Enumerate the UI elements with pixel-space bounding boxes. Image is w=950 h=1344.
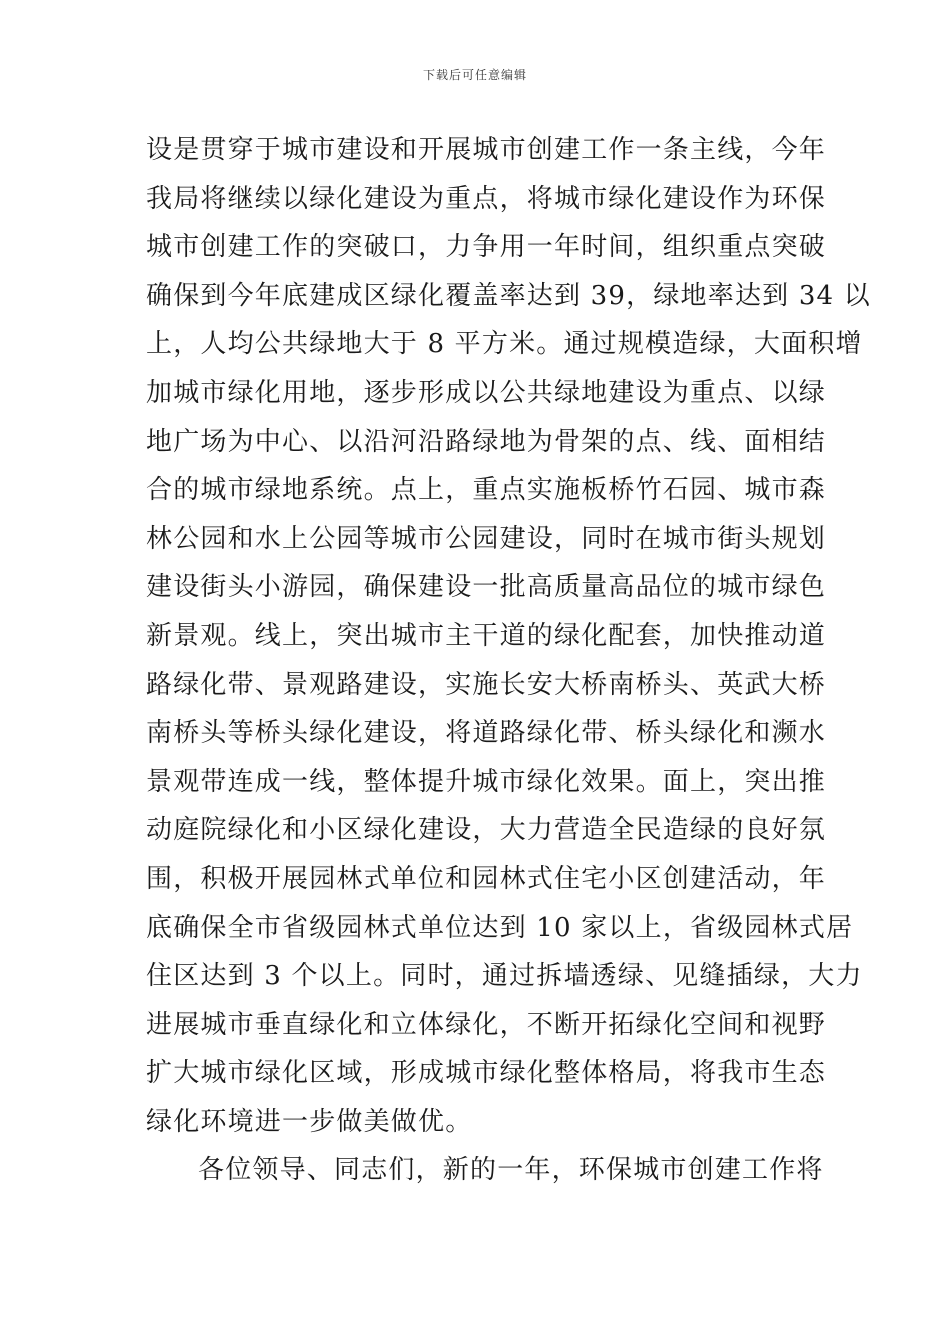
text-line: 住区达到 3 个以上。同时，通过拆墙透绿、见缝插绿，大力 bbox=[146, 961, 863, 992]
text-line: 新景观。线上，突出城市主干道的绿化配套，加快推动道 bbox=[146, 620, 827, 651]
text-line: 上，人均公共绿地大于 8 平方米。通过规模造绿，大面积增 bbox=[146, 329, 863, 360]
text-line: 绿化环境进一步做美做优。 bbox=[146, 1106, 473, 1137]
text-line: 地广场为中心、以沿河沿路绿地为骨架的点、线、面相结 bbox=[146, 426, 827, 457]
text-line: 城市创建工作的突破口，力争用一年时间，组织重点突破 bbox=[146, 232, 827, 263]
text-line: 底确保全市省级园林式单位达到 10 家以上，省级园林式居 bbox=[146, 912, 854, 943]
text-line: 围，积极开展园林式单位和园林式住宅小区创建活动，年 bbox=[146, 863, 827, 894]
text-line: 动庭院绿化和小区绿化建设，大力营造全民造绿的良好氛 bbox=[146, 815, 827, 846]
text-line: 路绿化带、景观路建设，实施长安大桥南桥头、英武大桥 bbox=[146, 669, 827, 700]
text-line-paragraph-start: 各位领导、同志们，新的一年，环保城市创建工作将 bbox=[198, 1155, 824, 1186]
text-line: 加城市绿化用地，逐步形成以公共绿地建设为重点、以绿 bbox=[146, 377, 827, 408]
text-line: 南桥头等桥头绿化建设，将道路绿化带、桥头绿化和濒水 bbox=[146, 718, 827, 749]
text-line: 景观带连成一线，整体提升城市绿化效果。面上，突出推 bbox=[146, 766, 827, 797]
text-line: 确保到今年底建成区绿化覆盖率达到 39，绿地率达到 34 以 bbox=[146, 280, 871, 311]
page-header: 下载后可任意编辑 bbox=[422, 68, 527, 82]
text-line: 进展城市垂直绿化和立体绿化，不断开拓绿化空间和视野 bbox=[146, 1009, 827, 1040]
text-line: 设是贯穿于城市建设和开展城市创建工作一条主线，今年 bbox=[146, 135, 827, 165]
text-line: 建设街头小游园，确保建设一批高质量高品位的城市绿色 bbox=[146, 572, 827, 603]
document-body bbox=[146, 126, 871, 1195]
text-line: 林公园和水上公园等城市公园建设，同时在城市街头规划 bbox=[146, 523, 827, 554]
text-line: 扩大城市绿化区域，形成城市绿化整体格局，将我市生态 bbox=[146, 1058, 827, 1089]
text-line: 我局将继续以绿化建设为重点，将城市绿化建设作为环保 bbox=[146, 183, 827, 214]
text-line: 合的城市绿地系统。点上，重点实施板桥竹石园、城市森 bbox=[146, 475, 827, 506]
